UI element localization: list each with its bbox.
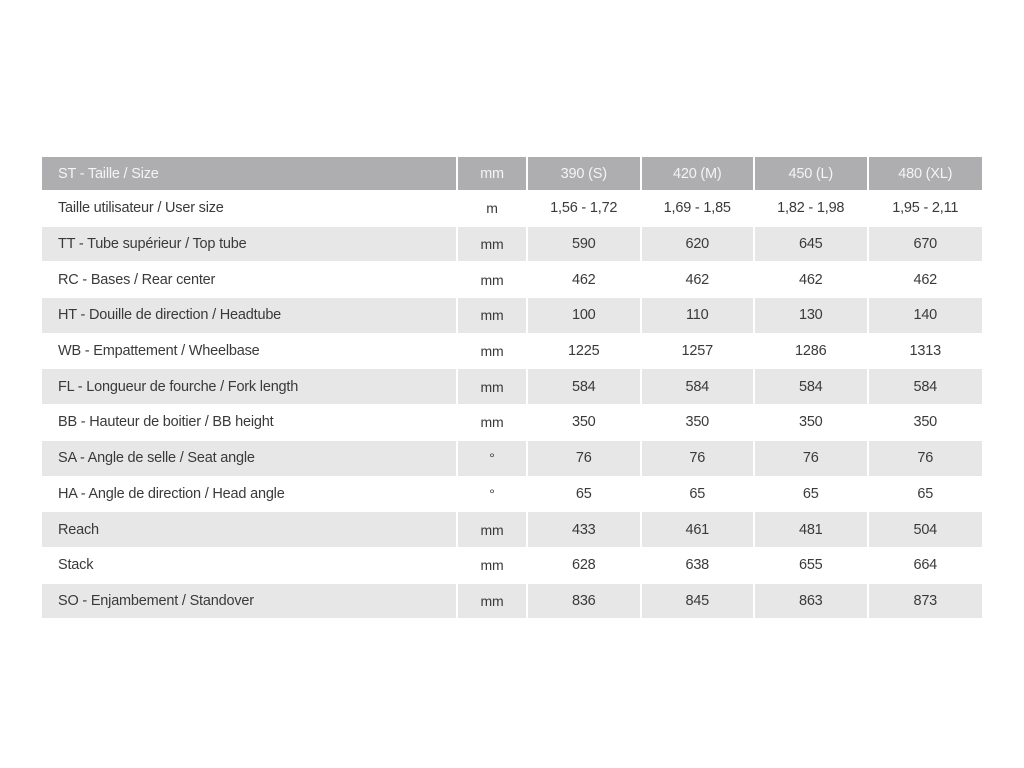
row-label: RC - Bases / Rear center xyxy=(42,262,458,298)
table-row xyxy=(42,548,982,584)
cell-size-xl: 504 xyxy=(869,512,983,548)
cell-size-s: 462 xyxy=(528,262,642,298)
header-size-l: 450 (L) xyxy=(755,157,869,191)
cell-size-s: 590 xyxy=(528,227,642,263)
row-label: Reach xyxy=(42,512,458,548)
header-unit: mm xyxy=(458,157,528,191)
cell-size-l: 1,82 - 1,98 xyxy=(755,191,869,227)
header-row xyxy=(42,157,982,191)
table-row xyxy=(42,298,982,334)
cell-size-m: 461 xyxy=(642,512,756,548)
cell-size-l: 1286 xyxy=(755,334,869,370)
table-row xyxy=(42,441,982,477)
cell-size-m: 110 xyxy=(642,298,756,334)
cell-size-m: 845 xyxy=(642,584,756,620)
cell-size-s: 433 xyxy=(528,512,642,548)
cell-size-m: 1257 xyxy=(642,334,756,370)
table-body xyxy=(42,191,982,619)
row-unit: mm xyxy=(458,548,528,584)
table-row xyxy=(42,262,982,298)
row-unit: mm xyxy=(458,262,528,298)
table-row xyxy=(42,191,982,227)
row-unit: mm xyxy=(458,512,528,548)
row-label: SA - Angle de selle / Seat angle xyxy=(42,441,458,477)
cell-size-m: 620 xyxy=(642,227,756,263)
cell-size-xl: 1,95 - 2,11 xyxy=(869,191,983,227)
table-row xyxy=(42,227,982,263)
cell-size-xl: 670 xyxy=(869,227,983,263)
row-label: SO - Enjambement / Standover xyxy=(42,584,458,620)
row-label: Taille utilisateur / User size xyxy=(42,191,458,227)
header-size-m: 420 (M) xyxy=(642,157,756,191)
cell-size-xl: 873 xyxy=(869,584,983,620)
header-size-xl: 480 (XL) xyxy=(869,157,983,191)
cell-size-s: 584 xyxy=(528,369,642,405)
header-size-label: ST - Taille / Size xyxy=(42,157,458,191)
cell-size-s: 350 xyxy=(528,405,642,441)
cell-size-m: 76 xyxy=(642,441,756,477)
row-label: WB - Empattement / Wheelbase xyxy=(42,334,458,370)
cell-size-s: 100 xyxy=(528,298,642,334)
cell-size-l: 130 xyxy=(755,298,869,334)
cell-size-xl: 76 xyxy=(869,441,983,477)
row-unit: mm xyxy=(458,369,528,405)
cell-size-xl: 664 xyxy=(869,548,983,584)
row-label: Stack xyxy=(42,548,458,584)
cell-size-l: 863 xyxy=(755,584,869,620)
cell-size-xl: 65 xyxy=(869,477,983,513)
cell-size-m: 462 xyxy=(642,262,756,298)
row-unit: mm xyxy=(458,584,528,620)
cell-size-l: 584 xyxy=(755,369,869,405)
cell-size-l: 481 xyxy=(755,512,869,548)
cell-size-s: 836 xyxy=(528,584,642,620)
cell-size-m: 638 xyxy=(642,548,756,584)
cell-size-s: 1,56 - 1,72 xyxy=(528,191,642,227)
cell-size-l: 65 xyxy=(755,477,869,513)
header-size-s: 390 (S) xyxy=(528,157,642,191)
cell-size-s: 76 xyxy=(528,441,642,477)
table-row xyxy=(42,334,982,370)
table-row xyxy=(42,405,982,441)
cell-size-xl: 1313 xyxy=(869,334,983,370)
row-unit: ° xyxy=(458,441,528,477)
geometry-table xyxy=(42,157,982,619)
row-unit: m xyxy=(458,191,528,227)
cell-size-m: 350 xyxy=(642,405,756,441)
row-label: FL - Longueur de fourche / Fork length xyxy=(42,369,458,405)
cell-size-s: 1225 xyxy=(528,334,642,370)
row-unit: mm xyxy=(458,405,528,441)
row-unit: ° xyxy=(458,477,528,513)
cell-size-xl: 140 xyxy=(869,298,983,334)
cell-size-l: 350 xyxy=(755,405,869,441)
cell-size-m: 584 xyxy=(642,369,756,405)
cell-size-l: 76 xyxy=(755,441,869,477)
table-row xyxy=(42,477,982,513)
row-label: HT - Douille de direction / Headtube xyxy=(42,298,458,334)
cell-size-l: 462 xyxy=(755,262,869,298)
cell-size-s: 65 xyxy=(528,477,642,513)
cell-size-xl: 350 xyxy=(869,405,983,441)
row-label: HA - Angle de direction / Head angle xyxy=(42,477,458,513)
table-row xyxy=(42,512,982,548)
row-unit: mm xyxy=(458,334,528,370)
cell-size-l: 655 xyxy=(755,548,869,584)
table-row xyxy=(42,369,982,405)
cell-size-m: 1,69 - 1,85 xyxy=(642,191,756,227)
cell-size-s: 628 xyxy=(528,548,642,584)
cell-size-xl: 584 xyxy=(869,369,983,405)
table-row xyxy=(42,584,982,620)
cell-size-m: 65 xyxy=(642,477,756,513)
cell-size-xl: 462 xyxy=(869,262,983,298)
row-label: BB - Hauteur de boitier / BB height xyxy=(42,405,458,441)
row-unit: mm xyxy=(458,298,528,334)
row-unit: mm xyxy=(458,227,528,263)
row-label: TT - Tube supérieur / Top tube xyxy=(42,227,458,263)
table-header xyxy=(42,157,982,191)
cell-size-l: 645 xyxy=(755,227,869,263)
